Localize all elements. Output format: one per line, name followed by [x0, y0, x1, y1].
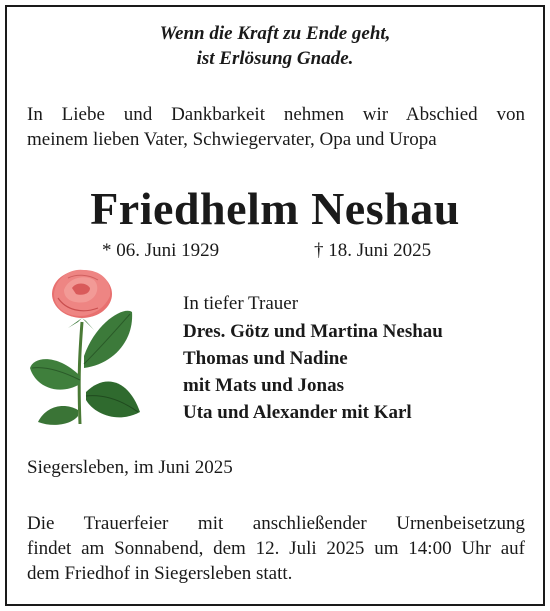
- funeral-line-1: Die Trauerfeier mit anschließender Urnenbeisetzung: [27, 513, 525, 534]
- motto-line-1: Wenn die Kraft zu Ende geht,: [159, 23, 391, 44]
- funeral-line-3: dem Friedhof in Siegersleben statt.: [27, 563, 293, 584]
- mourner-line-3: mit Mats und Jonas: [183, 375, 344, 396]
- birth-date: * 06. Juni 1929: [102, 240, 220, 261]
- intro-line-1: In Liebe und Dankbarkeit nehmen wir Abschied von: [27, 104, 525, 125]
- deceased-name: Friedhelm Neshau: [90, 183, 460, 234]
- intro-line-2: meinem lieben Vater, Schwiegervater, Opa und Uropa: [27, 129, 437, 150]
- funeral-line-2: findet am Sonnabend, dem 12. Juli 2025 um 14:00 Uhr auf: [27, 538, 525, 559]
- mourner-line-1: Dres. Götz und Martina Neshau: [183, 321, 443, 342]
- motto-line-2: ist Erlösung Gnade.: [196, 48, 354, 69]
- rose-image: [28, 264, 143, 428]
- place-and-date: Siegersleben, im Juni 2025: [27, 457, 233, 478]
- mourner-line-4: Uta und Alexander mit Karl: [183, 402, 412, 423]
- mourner-line-2: Thomas und Nadine: [183, 348, 348, 369]
- death-date: † 18. Juni 2025: [314, 240, 432, 261]
- mourning-heading: In tiefer Trauer: [183, 293, 299, 314]
